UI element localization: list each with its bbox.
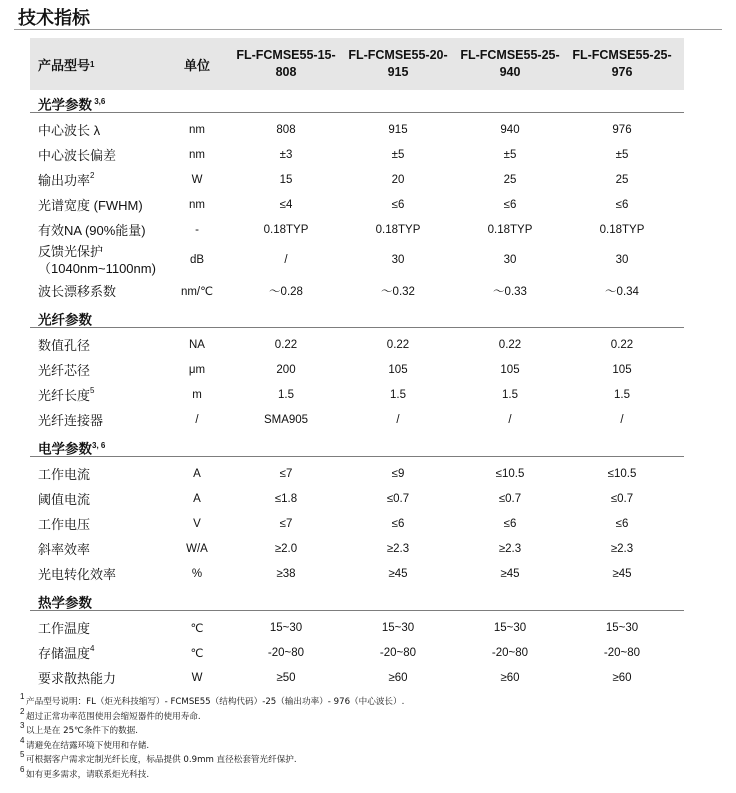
row-param-name: 要求散热能力 — [38, 671, 117, 686]
row-value: -20~80 — [491, 646, 529, 659]
row-param-name: 有效NA (90%能量) — [38, 223, 146, 238]
row-param — [38, 461, 188, 486]
row-param-name: 斜率效率 — [38, 542, 91, 557]
table-row — [30, 561, 684, 586]
row-param — [38, 242, 188, 278]
row-unit: nm/℃ — [180, 285, 214, 298]
table-row — [30, 332, 684, 357]
row-value: 0.22 — [610, 338, 634, 351]
row-value: 976 — [612, 123, 632, 136]
row-value: ±5 — [503, 148, 517, 161]
row-value: ≤9 — [391, 467, 405, 480]
row-unit: NA — [189, 338, 205, 351]
row-value: ≤0.7 — [498, 492, 522, 505]
section-header — [30, 307, 684, 328]
row-value: 15~30 — [381, 621, 415, 634]
title-divider — [14, 29, 722, 30]
table-row — [30, 192, 684, 217]
row-param-name: 阈值电流 — [38, 492, 91, 507]
row-value: 20 — [391, 173, 405, 186]
footnote — [20, 735, 720, 753]
row-value: ≥60 — [388, 671, 408, 684]
header-param-label: 产品型号 — [38, 57, 91, 73]
row-value: 0.18TYP — [487, 223, 533, 236]
row-unit: nm — [189, 198, 205, 211]
header-model-2: FL-FCMSE55-20-915 — [348, 48, 448, 79]
row-value: ≥45 — [500, 567, 520, 580]
row-value: ≥2.0 — [274, 542, 298, 555]
section-title: 光学参数 — [38, 97, 92, 113]
row-param-name: 光电转化效率 — [38, 567, 117, 582]
row-param-name: 光纤长度 — [38, 388, 91, 403]
row-value: 15~30 — [493, 621, 527, 634]
row-param-name: 光纤连接器 — [38, 413, 104, 428]
row-param — [38, 511, 188, 536]
footnote-text: 产品型号说明：FL（炬光科技缩写）- FCMSE55（结构代码）-25（输出功率）- 976（中心波长）. — [26, 697, 405, 707]
row-value: 1.5 — [614, 388, 630, 401]
row-param — [38, 665, 188, 690]
row-unit: ℃ — [190, 622, 204, 635]
row-value: ≤6 — [615, 517, 629, 530]
row-param — [38, 167, 188, 192]
row-unit: A — [193, 467, 201, 480]
footnotes — [20, 694, 720, 782]
table-row — [30, 640, 684, 665]
footnote-number: 5 — [20, 750, 25, 760]
row-value: 30 — [391, 254, 405, 266]
row-value: ≥2.3 — [498, 542, 522, 555]
row-value: ≤7 — [279, 517, 293, 530]
row-value: 1.5 — [502, 388, 518, 401]
header-model-1: FL-FCMSE55-15-808 — [236, 48, 336, 79]
spec-table — [30, 38, 684, 690]
table-row — [30, 615, 684, 640]
table-row — [30, 217, 684, 242]
row-param-name: 输出功率 — [38, 173, 91, 188]
row-value: 915 — [388, 123, 408, 136]
row-value: ≤4 — [279, 198, 293, 211]
row-value: / — [396, 413, 400, 426]
row-value: 940 — [500, 123, 520, 136]
row-unit: dB — [189, 254, 205, 266]
table-row — [30, 511, 684, 536]
row-unit: V — [193, 517, 201, 530]
row-param-name: 工作电压 — [38, 517, 91, 532]
row-value: 200 — [276, 363, 296, 376]
row-unit: nm — [189, 148, 205, 161]
row-value: ～0.33 — [493, 285, 527, 298]
row-param — [38, 561, 188, 586]
table-row — [30, 407, 684, 432]
row-value: ≤0.7 — [386, 492, 410, 505]
row-unit: W — [191, 671, 203, 684]
row-param-name: 工作电流 — [38, 467, 91, 482]
row-value: 15~30 — [269, 621, 303, 634]
footnote — [20, 752, 720, 767]
row-value: ≤6 — [391, 198, 405, 211]
table-row — [30, 167, 684, 192]
row-param-name: 存储温度 — [38, 646, 91, 661]
row-value: ≤10.5 — [607, 467, 637, 480]
row-unit: - — [195, 223, 199, 236]
row-value: ≤7 — [279, 467, 293, 480]
row-value: ≥2.3 — [610, 542, 634, 555]
row-param-name: 工作温度 — [38, 621, 91, 636]
row-param-name: 数值孔径 — [38, 338, 91, 353]
header-model-4: FL-FCMSE55-25-976 — [572, 48, 672, 79]
table-row — [30, 536, 684, 561]
footnote-text: 超过正常功率范围使用会缩短器件的使用寿命. — [26, 711, 201, 722]
row-value: 1.5 — [278, 388, 294, 401]
row-value: 105 — [500, 363, 520, 376]
header-model-3: FL-FCMSE55-25-940 — [460, 48, 560, 79]
row-value: 0.18TYP — [263, 223, 309, 236]
row-param-sup: 2 — [90, 171, 95, 180]
row-value: ≥2.3 — [386, 542, 410, 555]
row-param-sup: 4 — [90, 644, 95, 653]
footnote-number: 2 — [20, 706, 25, 716]
row-param — [38, 192, 188, 217]
row-value: ±5 — [391, 148, 405, 161]
row-value: 0.22 — [274, 338, 298, 351]
footnote-text: 以上是在 25℃条件下的数据. — [26, 726, 138, 737]
row-value: -20~80 — [267, 646, 305, 659]
row-param — [38, 615, 188, 640]
footnote-text: 可根据客户需求定制光纤长度，标品提供 0.9mm 直径松套管光纤保护. — [26, 755, 297, 766]
table-row — [30, 461, 684, 486]
row-value: ～0.32 — [381, 285, 415, 298]
row-param — [38, 536, 188, 561]
table-row — [30, 278, 684, 303]
row-param — [38, 278, 188, 303]
row-value: ≤1.8 — [274, 492, 298, 505]
row-unit: m — [192, 388, 202, 401]
row-value: ≥60 — [612, 671, 632, 684]
table-row — [30, 486, 684, 511]
table-row — [30, 242, 684, 278]
row-value: ±3 — [279, 148, 293, 161]
table-row — [30, 382, 684, 407]
row-param — [38, 332, 188, 357]
row-param-sup: 5 — [90, 386, 95, 395]
table-body — [30, 92, 684, 690]
row-unit: μm — [188, 363, 206, 376]
row-value: 30 — [615, 254, 629, 266]
footnote-number: 4 — [20, 735, 25, 745]
row-value: / — [284, 254, 288, 266]
row-value: 0.22 — [498, 338, 522, 351]
table-row — [30, 142, 684, 167]
row-value: -20~80 — [379, 646, 417, 659]
row-value: ≥50 — [276, 671, 296, 684]
row-param-name: 中心波长 λ — [38, 123, 101, 138]
row-value: 808 — [276, 123, 296, 136]
section-header — [30, 590, 684, 611]
footnote-number: 1 — [20, 692, 25, 701]
row-value: ～0.28 — [269, 285, 303, 298]
row-value: ≤6 — [391, 517, 405, 530]
footnote-number: 3 — [20, 721, 25, 731]
row-unit: nm — [189, 123, 205, 136]
row-value: 105 — [612, 363, 632, 376]
section-title: 光纤参数 — [38, 312, 92, 328]
row-value: 15 — [279, 173, 293, 186]
row-unit: / — [195, 413, 199, 426]
row-value: 0.22 — [386, 338, 410, 351]
row-value: ≤6 — [503, 517, 517, 530]
row-value: ≥60 — [500, 671, 520, 684]
row-param — [38, 407, 188, 432]
page-title: 技术指标 — [18, 8, 90, 28]
table-header — [30, 38, 684, 90]
row-unit: W/A — [186, 542, 208, 555]
section-header — [30, 436, 684, 457]
row-value: 105 — [388, 363, 408, 376]
header-unit: 单位 — [183, 57, 210, 73]
row-value: 25 — [503, 173, 517, 186]
row-value: 30 — [503, 254, 517, 266]
section-title: 热学参数 — [38, 595, 92, 611]
row-param-name: 中心波长偏差 — [38, 148, 117, 163]
row-value: 15~30 — [605, 621, 639, 634]
row-value: 25 — [615, 173, 629, 186]
row-param-name: 光纤芯径 — [38, 363, 91, 378]
header-param-sup: 1 — [90, 59, 95, 69]
row-value: 1.5 — [390, 388, 406, 401]
row-param-name: 光谱宽度 (FWHM) — [38, 198, 143, 213]
row-unit: ℃ — [190, 647, 204, 660]
row-value: ≤6 — [615, 198, 629, 211]
row-value: ≥45 — [388, 567, 408, 580]
row-value: ±5 — [615, 148, 629, 161]
row-param-name: 波长漂移系数 — [38, 284, 117, 299]
footnote-text: 请避免在结露环境下使用和存储. — [26, 740, 150, 751]
row-value: ≤10.5 — [495, 467, 525, 480]
row-value: 0.18TYP — [599, 223, 645, 236]
row-param-line: （1040nm~1100nm) — [38, 261, 156, 276]
footnote-text: 如有更多需求，请联系炬光科技. — [26, 769, 150, 780]
section-header — [30, 92, 684, 113]
row-value: ≥45 — [612, 567, 632, 580]
table-row — [30, 357, 684, 382]
footnote — [20, 694, 720, 709]
row-value: 0.18TYP — [375, 223, 421, 236]
row-unit: % — [191, 567, 203, 580]
row-value: ≤6 — [503, 198, 517, 211]
footnote-number: 6 — [20, 764, 25, 774]
row-value: SMA905 — [263, 413, 309, 426]
row-value: -20~80 — [603, 646, 641, 659]
table-row — [30, 665, 684, 690]
row-param — [38, 486, 188, 511]
row-value: ～0.34 — [605, 285, 639, 298]
row-param — [38, 117, 188, 142]
row-param — [38, 640, 188, 665]
footnote — [20, 706, 720, 724]
header-param — [38, 38, 168, 90]
table-row — [30, 117, 684, 142]
row-value: ≥38 — [276, 567, 296, 580]
section-sup: 3, 6 — [92, 441, 106, 450]
footnote — [20, 764, 720, 782]
row-unit: A — [193, 492, 201, 505]
row-param-line: 反馈光保护 — [38, 244, 104, 259]
footnote — [20, 723, 720, 738]
row-unit: W — [191, 173, 203, 186]
row-value: ≤0.7 — [610, 492, 634, 505]
row-value: / — [620, 413, 624, 426]
section-title: 电学参数 — [38, 441, 92, 457]
row-param — [38, 142, 188, 167]
row-param — [38, 357, 188, 382]
row-param — [38, 217, 188, 242]
row-value: / — [508, 413, 512, 426]
section-sup: 3,6 — [92, 97, 106, 106]
row-param — [38, 382, 188, 407]
